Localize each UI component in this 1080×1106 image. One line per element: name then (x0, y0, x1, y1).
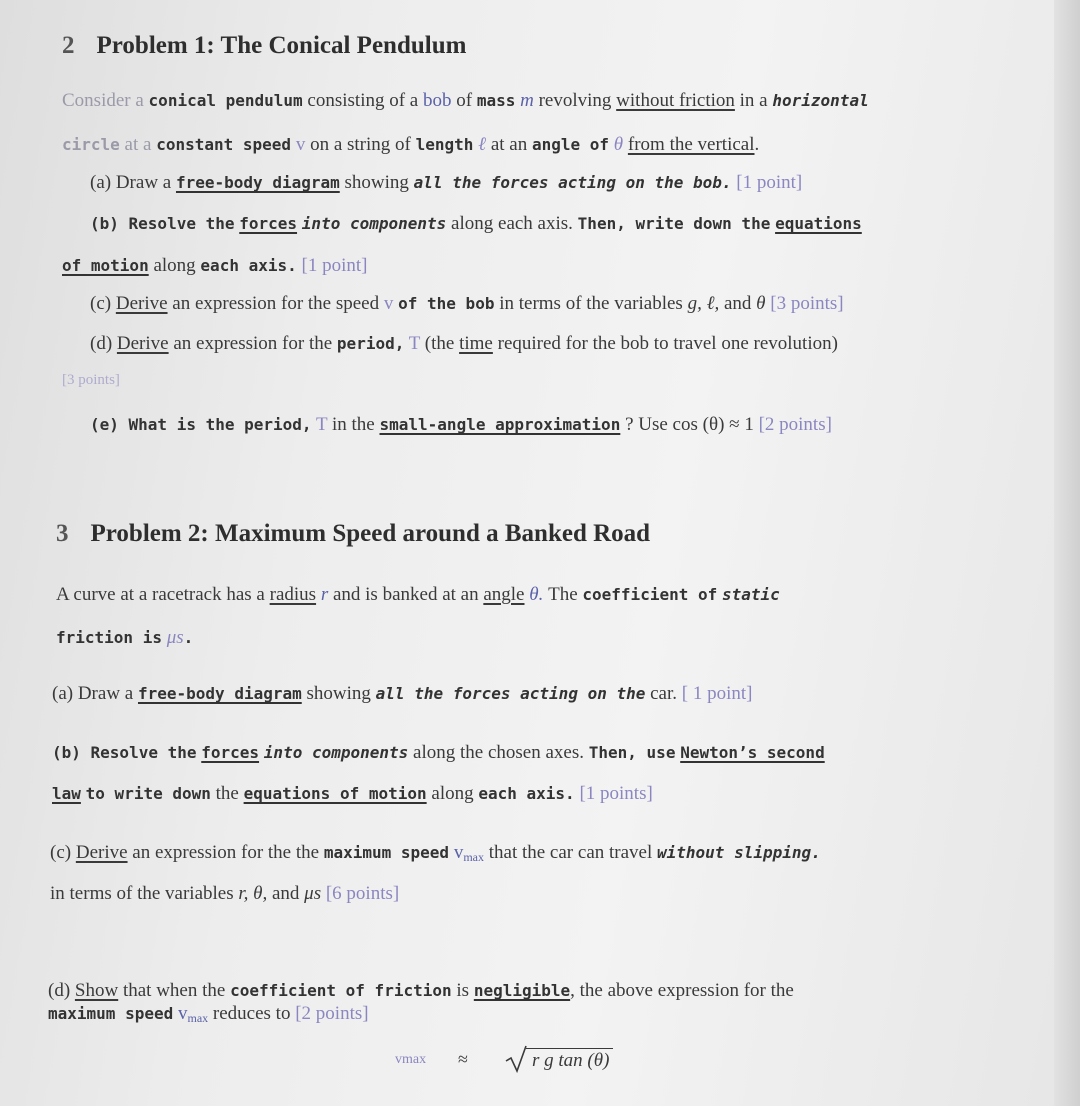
problem1-number: 2 (62, 32, 75, 59)
text: along (431, 783, 474, 804)
text: . (754, 134, 760, 155)
text: radius (269, 584, 317, 605)
problem1-intro-line2 (62, 134, 759, 156)
text: forces (201, 743, 260, 762)
equation-lhs (395, 1052, 426, 1068)
problem2-part-c-line1 (50, 842, 821, 865)
text: and (723, 293, 752, 314)
text: to write down (85, 784, 211, 803)
text: into components (301, 214, 447, 233)
text: circle (62, 135, 120, 154)
math-T: T (408, 333, 421, 354)
text: of (456, 90, 473, 111)
problem2-number: 3 (56, 520, 69, 547)
math-v: v (453, 842, 464, 863)
text: Then, use (588, 743, 676, 762)
subscript-max: max (187, 1011, 209, 1025)
text: (b) Resolve the (52, 743, 197, 762)
points-label: [ 1 point] (681, 683, 753, 704)
text: angle (483, 584, 525, 605)
text: equations (775, 214, 862, 233)
text: conical pendulum (148, 91, 303, 110)
text: free-body diagram (137, 684, 302, 703)
text: A curve at a racetrack has a (56, 584, 265, 605)
math-v: v (383, 293, 394, 314)
points-label: [6 points] (325, 883, 400, 904)
math-vars: r, θ, (238, 883, 268, 904)
problem1-part-a (90, 172, 802, 194)
text: bob (423, 90, 452, 111)
problem1-intro-line1 (62, 90, 869, 112)
math-mu-s: μs (304, 883, 322, 904)
math-theta: θ. (529, 584, 544, 605)
points-label: [3 points] (62, 372, 120, 388)
math-v: v (177, 1003, 188, 1024)
math-mu-s: μs (166, 627, 184, 648)
math-vmax: vmax (395, 1052, 427, 1067)
text: coefficient of (582, 585, 718, 604)
text: small-angle approximation (379, 415, 621, 434)
text: in terms of the variables (499, 293, 683, 314)
problem1-title: Problem 1: The Conical Pendulum (96, 32, 467, 59)
text: car. (650, 683, 678, 704)
text: at an (490, 134, 528, 155)
text: (c) (50, 842, 72, 863)
text: each axis. (478, 784, 575, 803)
points-label: [1 point] (301, 255, 368, 276)
text: ? Use cos (θ) ≈ 1 (625, 414, 754, 435)
text: Then, write down the (577, 214, 771, 233)
text: length (415, 135, 474, 154)
text: along each axis. (451, 213, 573, 234)
text: that when the (122, 980, 226, 1001)
problem2-intro-line2 (56, 627, 193, 649)
text: into components (263, 743, 409, 762)
math-l: ℓ (478, 134, 487, 155)
problem1-part-b-line1 (90, 213, 862, 235)
text: all the forces acting on the (375, 684, 646, 703)
text: an expression for the (173, 333, 333, 354)
math-m: m (520, 90, 534, 111)
math-r: r (320, 584, 329, 605)
problem2-part-b-line2 (52, 783, 653, 805)
text: an expression for the the (132, 842, 320, 863)
problem2-title: Problem 2: Maximum Speed around a Banked Road (90, 520, 651, 547)
problem2-part-d-line1 (48, 980, 794, 1002)
text: (d) (90, 333, 113, 354)
text: equations of motion (243, 784, 427, 803)
text: required for the bob to travel one revolution) (497, 333, 838, 354)
approx-symbol: ≈ (458, 1049, 468, 1069)
text: showing (344, 172, 409, 193)
text: consisting of a (307, 90, 419, 111)
text: maximum speed (323, 843, 450, 862)
text: and (271, 883, 300, 904)
text: each axis. (200, 256, 297, 275)
text: (the (424, 333, 455, 354)
problem1-heading (62, 32, 466, 60)
points-label: [2 points] (295, 1003, 369, 1024)
text: (d) (48, 980, 71, 1001)
text: on a string of (310, 134, 411, 155)
text: in the (332, 414, 375, 435)
problem2-heading (56, 520, 650, 548)
text: angle of (531, 135, 610, 154)
text: that the car can travel (488, 842, 653, 863)
math-sqrt-argument: r g tan (θ) (526, 1048, 613, 1071)
text: of the bob (398, 294, 495, 313)
text: (b) Resolve the (90, 214, 235, 233)
text: , the above expression for the (570, 980, 794, 1001)
problem2-part-b-line1 (52, 742, 825, 764)
points-label: [1 point] (736, 172, 803, 193)
problem1-part-d-points (62, 372, 120, 389)
text: (e) What is the period, (90, 415, 312, 434)
text: from the vertical (627, 134, 755, 155)
text: Newton’s second (680, 743, 825, 762)
math-theta: θ (613, 134, 624, 155)
text: Derive (115, 293, 168, 314)
problem1-part-e (90, 414, 832, 436)
text: Derive (116, 333, 169, 354)
text: in a (739, 90, 768, 111)
text: coefficient of friction (230, 981, 452, 1000)
problem1-part-c (90, 293, 844, 315)
text: (a) Draw a (52, 683, 134, 704)
text: in terms of the variables (50, 883, 234, 904)
text: negligible (473, 981, 571, 1000)
text: mass (476, 91, 516, 110)
text: along (153, 255, 196, 276)
text: free-body diagram (175, 173, 340, 192)
text: of motion (62, 256, 149, 275)
text: the (215, 783, 239, 804)
text: law (52, 784, 81, 803)
text: friction is (56, 628, 162, 647)
math-v: v (295, 134, 306, 155)
text: constant speed (156, 135, 292, 154)
points-label: [3 points] (770, 293, 844, 314)
text: time (459, 333, 493, 354)
text: maximum speed (48, 1004, 174, 1023)
text: and is banked at an (332, 584, 479, 605)
text: an expression for the speed (172, 293, 380, 314)
text: forces (239, 214, 298, 233)
text: all the forces acting on the bob. (413, 173, 732, 192)
math-vars: g, ℓ, (687, 293, 720, 314)
text: (a) Draw a (90, 172, 172, 193)
points-label: [1 points] (579, 783, 653, 804)
text: period, (336, 334, 405, 353)
problem2-part-d-line2 (48, 1003, 369, 1026)
text: revolving (538, 90, 612, 111)
text: horizontal (772, 91, 869, 110)
problem1-part-b-line2 (62, 255, 367, 277)
equation-rhs (505, 1044, 613, 1074)
math-T: T (315, 414, 328, 435)
math-theta: θ (756, 293, 766, 314)
text: static (722, 585, 780, 604)
problem2-intro-line1 (56, 584, 780, 606)
points-label: [2 points] (758, 414, 832, 435)
text: Consider a (62, 90, 144, 111)
text: Show (74, 980, 119, 1001)
problem2-part-c-line2 (50, 883, 399, 905)
page-edge (1054, 0, 1080, 1106)
text: Derive (75, 842, 128, 863)
text: at a (124, 134, 152, 155)
problem2-part-a (52, 683, 753, 705)
text: The (548, 584, 578, 605)
text: (c) (90, 293, 112, 314)
text: without friction (616, 90, 735, 111)
problem1-part-d (90, 333, 838, 355)
sqrt-icon (505, 1044, 527, 1074)
equation-approx (458, 1049, 468, 1070)
text: showing (306, 683, 371, 704)
text: without slipping. (657, 843, 821, 862)
text: is (456, 980, 470, 1001)
subscript-max: max (463, 850, 484, 864)
text: along the chosen axes. (413, 742, 584, 763)
text: . (183, 628, 194, 647)
text: reduces to (212, 1003, 291, 1024)
